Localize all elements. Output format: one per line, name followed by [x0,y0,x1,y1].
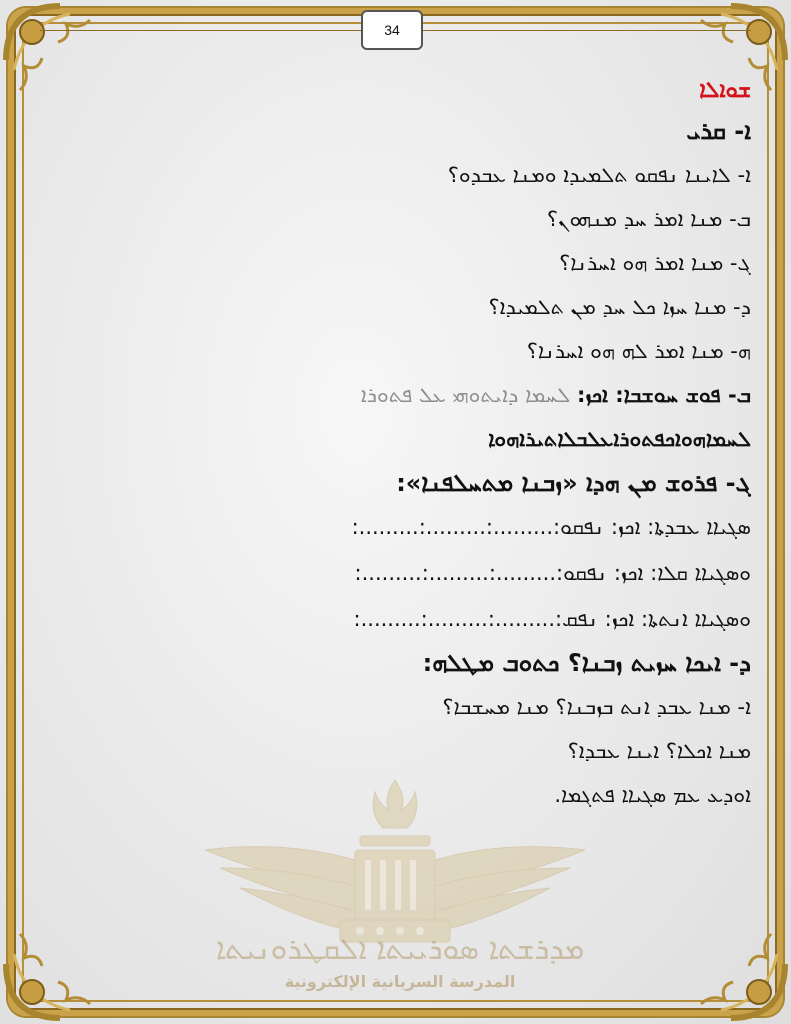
exercise-a-heading: ܐ- ܩܪܝ [686,117,751,145]
question-2: ܒ- ܡܢܐ ܐܡܪ ܚܕ ܡܢܗܘܢ؟ [546,207,751,231]
exercise-d-question-2: ܡܢܐ ܐܟܠܐ؟ ܐܝܢܐ ܥܒܕܐ؟ [567,739,751,763]
exercise-d-heading: ܕ- ܐܝܟܐ ܚܙܝܬ ܙܒܢܐ؟ ܟܬܘܒ ܡܛܠܗ: [422,649,751,677]
fill-blank-row-3: ܘܣܓܝܐܐ ܐܢܬܬܐ: ܐܟܙ: ܢܦܩ:.........:.........:.........: [353,607,751,631]
fill-blank-row-2: ܘܣܓܝܐܐ ܩܠܐ: ܐܟܙ: ܢܦܩܘ:.........:.........:.........: [354,561,751,585]
exercise-b-instruction: ܒ- ܦܘܫ ܚܘܫܒܐ: ܐܟܙ: [576,383,751,407]
watermark-arabic-name: المدرسة السريانية الإلكترونية [284,972,516,991]
section-title: ܫܘܐܠܐ [699,78,751,103]
exercise-b-joined-text: ܠܚܡܐܗܘܐܟܦܬܘܪܐܥܠܒܠܐܬܝܪܐܗܘܐ [488,427,751,451]
exercise-c-heading: ܓ- ܦܪܘܫ ܡܢ ܗܕܐ «ܙܒܢܐ ܡܬܚܠܦܢܐ»: [396,469,751,497]
exercise-b-example: ܠܚܡܐ ܕܐܝܬܘܗܝ ܥܠ ܦܬܘܪܐ [360,383,571,407]
exercise-b-line [361,380,751,410]
page-number: 34 [361,10,423,50]
question-1: ܐ- ܠܐܝܢܐ ܢܦܩܘ ܬܠܡܝܕܐ ܘܡܢܐ ܥܒܕܘ؟ [447,163,751,187]
exercise-d-question-1: ܐ- ܡܢܐ ܥܒܕ ܐܢܬ ܒܙܒܢܐ؟ ܡܢܐ ܡܚܫܒܐ؟ [442,695,751,719]
question-4: ܕ- ܡܢܐ ܚܙܐ ܟܠ ܚܕ ܡܢ ܬܠܡܝܕܐ؟ [488,295,751,319]
question-5: ܗ- ܡܢܐ ܐܡܪ ܠܗ ܗܘ ܐܚܪܢܐ؟ [526,339,751,363]
watermark-syriac-name: ܡܕܪܫܬܐ ܣܘܪܝܝܬܐ ܐܠܩܛܪܘܢܝܬܐ [215,932,585,967]
fill-blank-row-1: ܣܓܝܐܐ ܥܒܕܬܐ: ܐܟܙ: ܢܦܩܘ:.........:.........:.........: [351,515,751,539]
exercise-d-instruction: ܐܘܕܥ ܥܡ ܣܓܝܐܐ ܦܬܓܡܐ. [554,783,751,807]
question-3: ܓ- ܡܢܐ ܐܡܪ ܗܘ ܐܚܪܢܐ؟ [559,251,751,275]
